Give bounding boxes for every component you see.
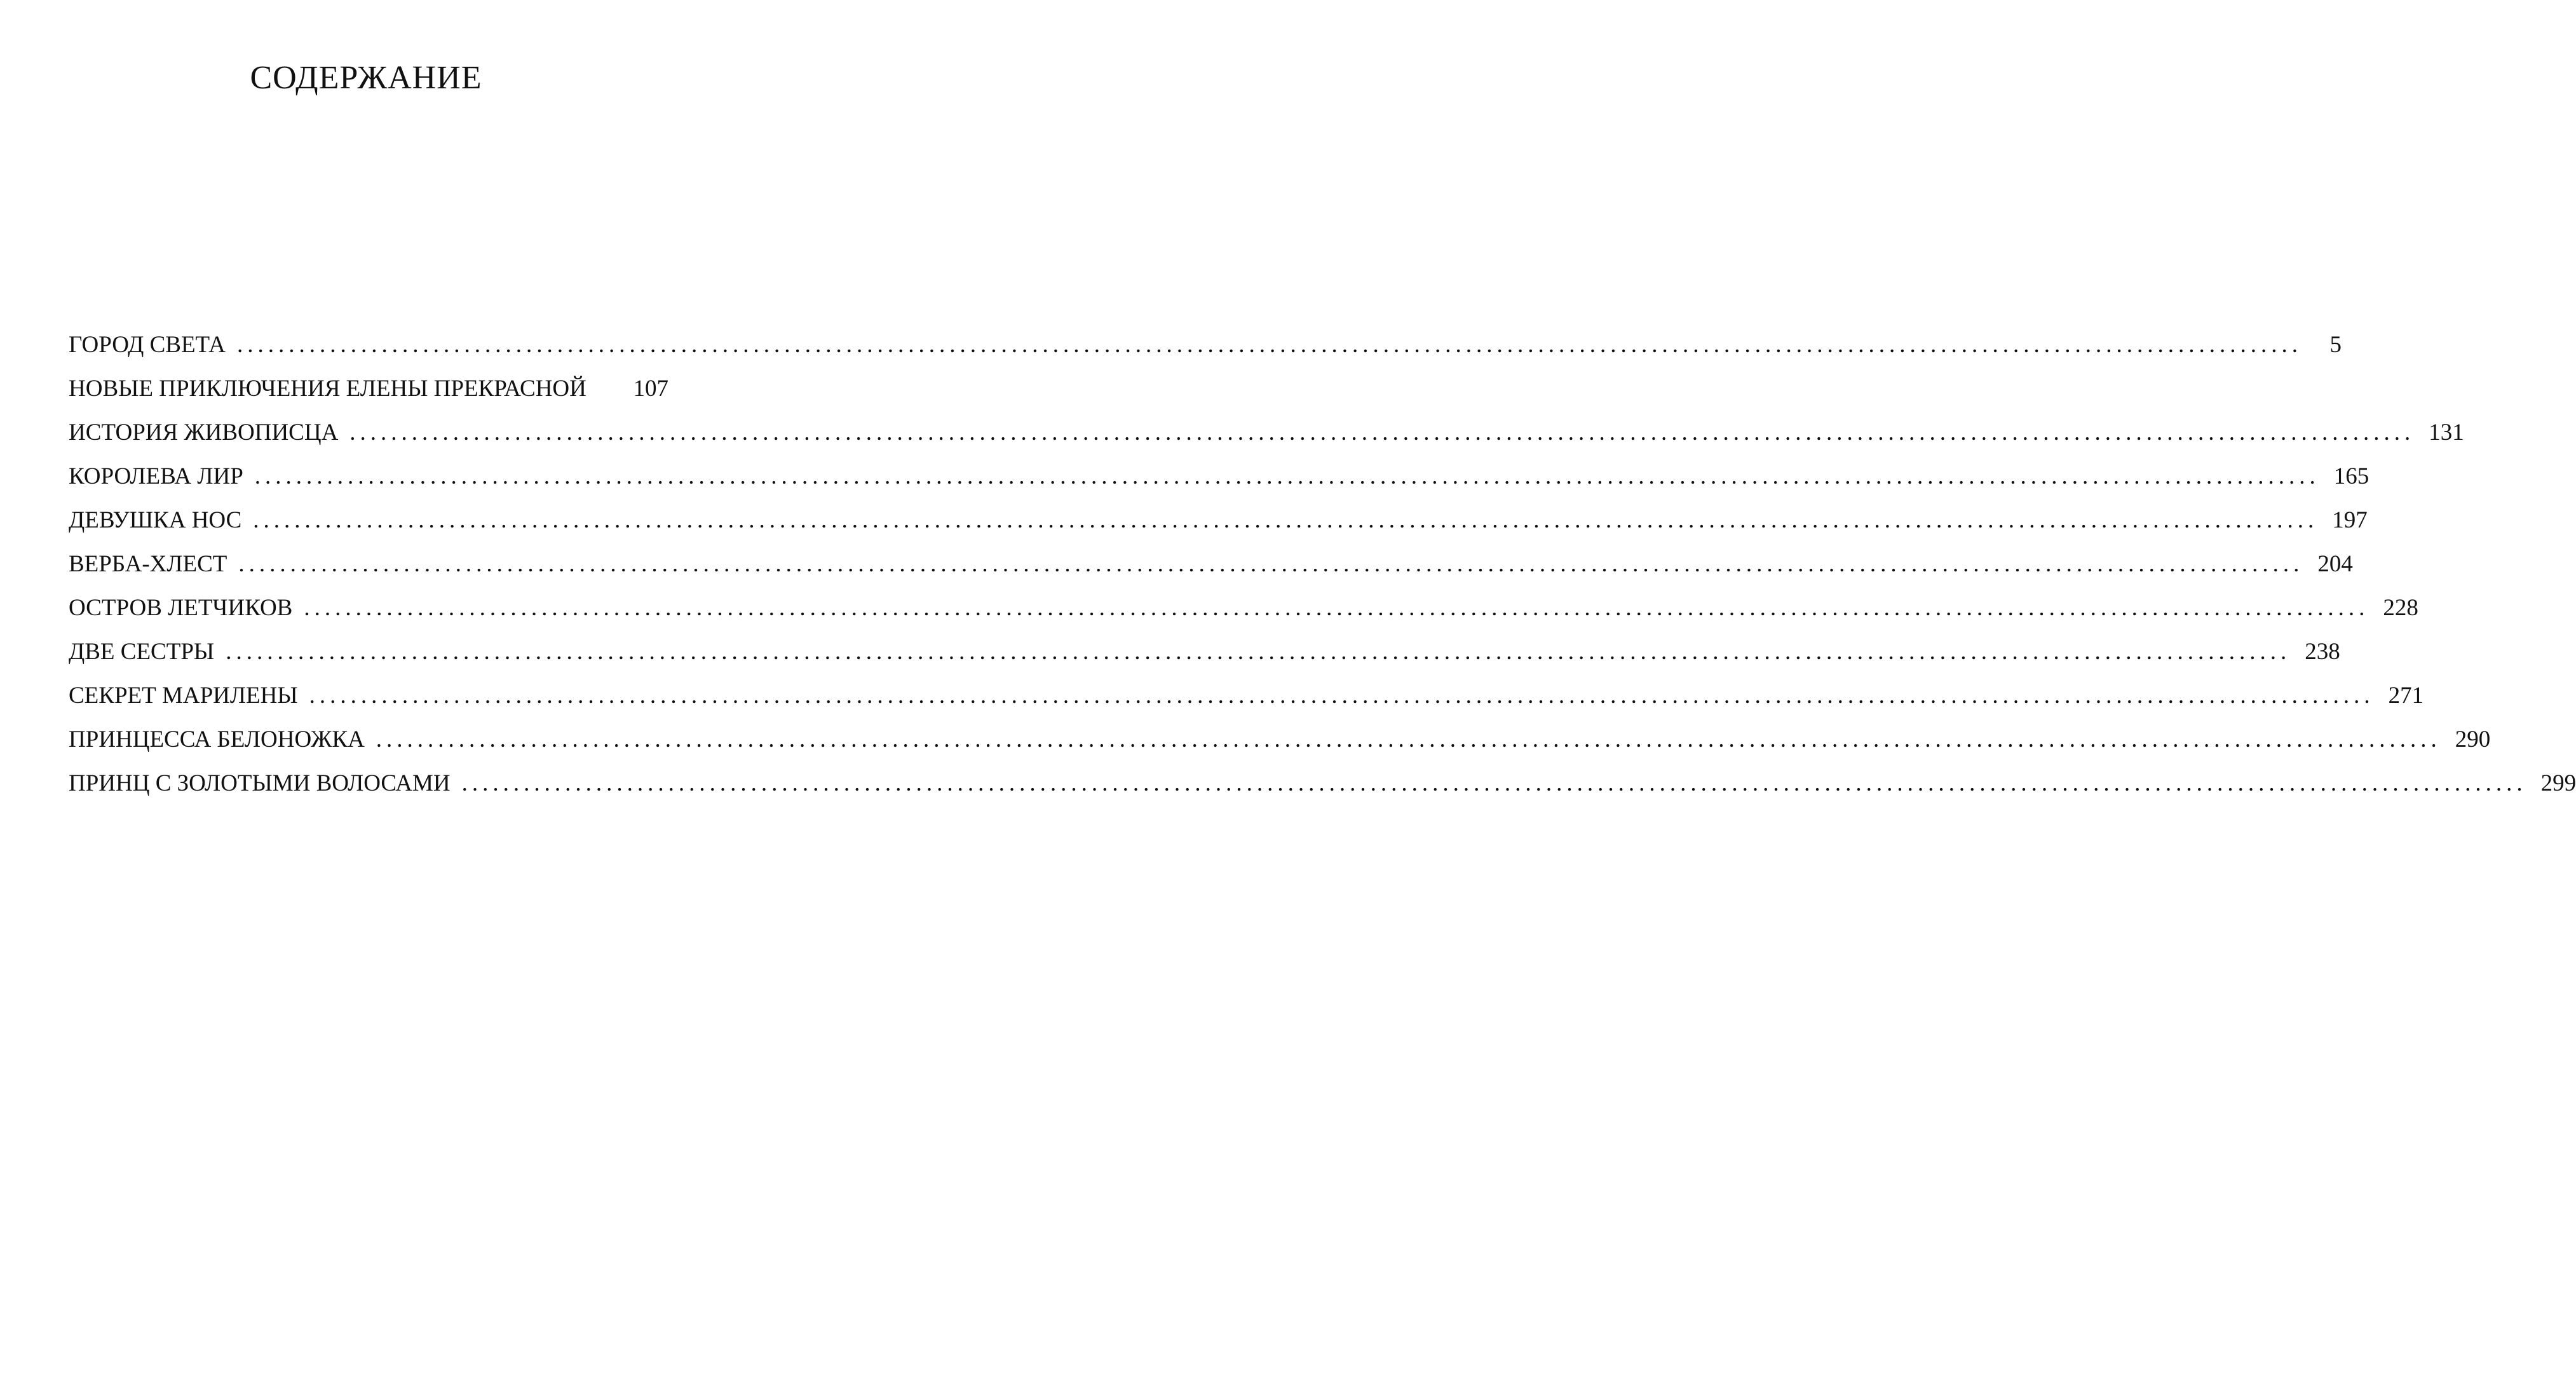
toc-entry[interactable]: [69, 674, 2424, 718]
toc-entry-title: ПРИНЦЕССА БЕЛОНОЖКА: [69, 726, 365, 752]
dot-leader: ........................................................................................................................................................................................................: [237, 332, 2303, 358]
toc-entry-title: ИСТОРИЯ ЖИВОПИСЦА: [69, 419, 339, 446]
toc-entry-page: 238: [2305, 639, 2340, 665]
dot-leader: ........................................................................................................................................................................................................: [309, 683, 2375, 709]
toc-entry-page: 197: [2332, 507, 2368, 533]
toc-entry-page: 165: [2333, 463, 2369, 489]
toc-entry-page: 271: [2388, 683, 2424, 709]
toc-entry[interactable]: [69, 630, 2340, 674]
toc-entry-title: ДВЕ СЕСТРЫ: [69, 639, 215, 665]
dot-leader: ........................................................................................................................................................................................................: [376, 726, 2441, 752]
toc-entry-title: ВЕРБА-ХЛЕСТ: [69, 551, 227, 577]
toc-entry-title: ГОРОД СВЕТА: [69, 332, 226, 358]
page-title: СОДЕРЖАНИЕ: [250, 60, 482, 96]
toc-entry-page: 131: [2429, 419, 2464, 446]
dot-leader: ........................................................................................................................................................................................................: [254, 463, 2320, 489]
toc-entry-page: 5: [2329, 332, 2342, 358]
toc-entry[interactable]: [69, 586, 2418, 630]
toc-entry-page: 228: [2383, 595, 2418, 621]
toc-entry[interactable]: [69, 761, 2576, 805]
dot-leader: ........................................................................................................................................................................................................: [304, 595, 2369, 621]
toc-entry[interactable]: [69, 367, 668, 411]
toc-entry-page: 107: [633, 376, 668, 402]
toc-entry-page: 204: [2317, 551, 2353, 577]
toc-entry[interactable]: [69, 323, 2342, 367]
toc-entry-title: ПРИНЦ С ЗОЛОТЫМИ ВОЛОСАМИ: [69, 770, 451, 796]
table-of-contents: [69, 323, 2576, 805]
toc-entry-title: ОСТРОВ ЛЕТЧИКОВ: [69, 595, 293, 621]
dot-leader: ........................................................................................................................................................................................................: [253, 507, 2319, 533]
toc-entry-page: 290: [2455, 726, 2491, 752]
toc-entry-title: СЕКРЕТ МАРИЛЕНЫ: [69, 683, 298, 709]
toc-entry[interactable]: [69, 454, 2369, 498]
toc-entry[interactable]: [69, 411, 2464, 454]
toc-entry[interactable]: [69, 718, 2491, 761]
dot-leader: ........................................................................................................................................................................................................: [238, 551, 2304, 577]
toc-entry-title: НОВЫЕ ПРИКЛЮЧЕНИЯ ЕЛЕНЫ ПРЕКРАСНОЙ: [69, 376, 586, 402]
dot-leader: ........................................................................................................................................................................................................: [226, 639, 2291, 665]
dot-leader: ........................................................................................................................................................................................................: [461, 770, 2527, 796]
toc-entry-title: КОРОЛЕВА ЛИР: [69, 463, 243, 489]
dot-leader: ........................................................................................................................................................................................................: [349, 419, 2415, 446]
toc-entry-page: 299: [2540, 770, 2576, 796]
toc-entry-title: ДЕВУШКА НОС: [69, 507, 242, 533]
toc-entry[interactable]: [69, 498, 2368, 542]
toc-entry[interactable]: [69, 542, 2353, 586]
